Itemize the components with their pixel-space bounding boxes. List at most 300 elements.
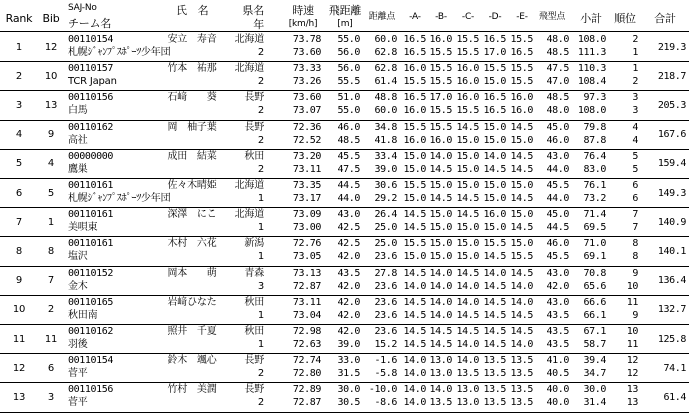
judge-a-cell: 14.5 xyxy=(403,222,426,234)
distance-points-cell: 61.4 xyxy=(374,76,397,88)
bib-cell: 6 xyxy=(47,362,55,374)
school-year-cell: 1 xyxy=(257,251,264,263)
school-year-cell: 1 xyxy=(257,222,264,234)
judge-b-cell: 14.0 xyxy=(429,296,452,308)
row-divider xyxy=(0,149,689,150)
prefecture-cell: 秋田 xyxy=(244,150,264,162)
judge-c-cell: 16.0 xyxy=(456,76,479,88)
header-speed: 時速 xyxy=(292,4,314,17)
jump-order-cell: 7 xyxy=(632,209,638,221)
team-name-cell: 金木 xyxy=(68,280,88,292)
athlete-name-cell: 竹村 美潤 xyxy=(167,384,217,396)
distance-points-cell: -1.6 xyxy=(374,355,397,367)
subtotal-cell: 108.0 xyxy=(577,34,606,45)
judge-b-cell: 15.0 xyxy=(429,222,452,234)
judge-d-cell: 15.0 xyxy=(483,222,506,234)
subtotal-cell: 70.8 xyxy=(583,267,606,279)
subtotal-cell: 87.8 xyxy=(583,134,606,146)
school-year-cell: 2 xyxy=(257,368,264,380)
athlete-name-cell: 竹本 祐那 xyxy=(167,63,217,75)
jump-order-cell: 5 xyxy=(632,150,638,162)
bib-cell: 11 xyxy=(44,333,58,345)
judge-c-cell: 13.0 xyxy=(456,397,479,409)
jump-order-cell: 11 xyxy=(626,296,638,308)
prefecture-cell: 北海道 xyxy=(234,63,264,75)
prefecture-cell: 新潟 xyxy=(244,238,264,250)
distance-points-cell: 29.2 xyxy=(374,193,397,204)
speed-cell: 73.35 xyxy=(292,180,321,191)
judge-a-cell: 14.0 xyxy=(403,280,426,292)
jump-order-cell: 4 xyxy=(632,134,638,146)
distance-points-cell: 25.0 xyxy=(374,222,397,234)
distance-points-cell: 23.6 xyxy=(374,309,397,321)
judge-b-cell: 15.0 xyxy=(429,180,452,191)
speed-cell: 72.87 xyxy=(292,397,321,409)
judge-b-cell: 15.0 xyxy=(429,238,452,250)
judge-e-cell: 14.5 xyxy=(510,163,533,175)
judge-b-cell: 14.0 xyxy=(429,267,452,279)
judge-c-cell: 14.5 xyxy=(456,193,479,204)
speed-cell: 72.98 xyxy=(292,326,321,337)
jump-order-cell: 8 xyxy=(632,238,638,250)
style-points-cell: 46.0 xyxy=(546,238,569,250)
judge-b-cell: 14.0 xyxy=(429,384,452,396)
total-score-cell: 132.7 xyxy=(657,304,686,316)
bib-cell: 10 xyxy=(44,70,58,82)
jump-order-cell: 8 xyxy=(632,251,638,263)
speed-cell: 73.00 xyxy=(292,222,321,234)
subtotal-cell: 108.4 xyxy=(577,76,606,88)
judge-b-cell: 14.5 xyxy=(429,326,452,337)
total-score-cell: 218.7 xyxy=(657,70,686,82)
row-divider xyxy=(0,207,689,208)
style-points-cell: 45.5 xyxy=(546,180,569,191)
team-name-cell: 白馬 xyxy=(68,105,88,117)
row-divider xyxy=(0,266,689,267)
header-order: 順位 xyxy=(614,12,636,25)
speed-cell: 73.11 xyxy=(292,296,321,308)
total-score-cell: 125.8 xyxy=(657,333,686,345)
distance-cell: 43.5 xyxy=(337,267,360,279)
speed-cell: 73.60 xyxy=(292,47,321,58)
jump-order-cell: 9 xyxy=(632,309,638,321)
jump-order-cell: 2 xyxy=(632,76,638,88)
judge-c-cell: 13.5 xyxy=(456,368,479,380)
row-divider xyxy=(0,236,689,237)
header-divider xyxy=(0,31,689,32)
header-subtotal: 小計 xyxy=(580,12,602,25)
distance-points-cell: 23.6 xyxy=(374,326,397,337)
judge-c-cell: 15.0 xyxy=(456,238,479,250)
judge-b-cell: 14.5 xyxy=(429,193,452,204)
style-points-cell: 48.0 xyxy=(546,105,569,117)
athlete-name-cell: 石﨑 葵 xyxy=(167,92,217,104)
school-year-cell: 2 xyxy=(257,105,264,117)
jump-order-cell: 11 xyxy=(626,339,638,350)
style-points-cell: 45.0 xyxy=(546,209,569,221)
judge-e-cell: 15.5 xyxy=(510,251,533,263)
distance-cell: 47.5 xyxy=(337,163,360,175)
total-score-cell: 140.1 xyxy=(657,246,686,257)
distance-points-cell: 60.0 xyxy=(374,34,397,45)
distance-points-cell: 62.8 xyxy=(374,47,397,58)
athlete-name-cell: 安立 寿音 xyxy=(167,34,217,45)
subtotal-cell: 66.6 xyxy=(583,296,606,308)
total-score-cell: 74.1 xyxy=(663,362,686,374)
judge-e-cell: 13.5 xyxy=(510,384,533,396)
judge-a-cell: 15.5 xyxy=(403,76,426,88)
subtotal-cell: 83.0 xyxy=(583,163,606,175)
rank-cell: 12 xyxy=(12,362,26,374)
header-year: 年 xyxy=(253,18,264,31)
distance-cell: 39.0 xyxy=(337,339,360,350)
prefecture-cell: 長野 xyxy=(244,92,264,104)
prefecture-cell: 長野 xyxy=(244,121,264,133)
judge-a-cell: 14.5 xyxy=(403,309,426,321)
judge-c-cell: 15.0 xyxy=(456,180,479,191)
judge-e-cell: 14.5 xyxy=(510,222,533,234)
judge-a-cell: 16.0 xyxy=(403,134,426,146)
bib-cell: 8 xyxy=(47,246,55,257)
subtotal-cell: 67.1 xyxy=(583,326,606,337)
distance-points-cell: 33.4 xyxy=(374,150,397,162)
rank-cell: 10 xyxy=(12,304,26,316)
judge-a-cell: 15.0 xyxy=(403,163,426,175)
style-points-cell: 40.0 xyxy=(546,397,569,409)
judge-e-cell: 14.5 xyxy=(510,326,533,337)
prefecture-cell: 北海道 xyxy=(234,180,264,191)
team-name-cell: 札幌ｼﾞｬﾝﾌﾟｽﾎﾟｰﾂ少年団 xyxy=(68,193,171,204)
style-points-cell: 43.0 xyxy=(546,150,569,162)
school-year-cell: 2 xyxy=(257,397,264,409)
header-pref: 県名 xyxy=(242,4,264,17)
judge-c-cell: 14.0 xyxy=(456,280,479,292)
prefecture-cell: 北海道 xyxy=(234,34,264,45)
judge-d-cell: 15.0 xyxy=(483,134,506,146)
style-points-cell: 46.0 xyxy=(546,134,569,146)
judge-c-cell: 15.0 xyxy=(456,150,479,162)
bib-cell: 3 xyxy=(47,392,55,403)
distance-cell: 42.0 xyxy=(337,251,360,263)
judge-d-cell: 15.5 xyxy=(483,238,506,250)
judge-a-cell: 14.0 xyxy=(403,355,426,367)
rank-cell: 3 xyxy=(15,100,23,111)
subtotal-cell: 65.6 xyxy=(583,280,606,292)
bib-cell: 4 xyxy=(47,158,55,170)
bib-cell: 12 xyxy=(44,41,58,53)
judge-c-cell: 15.5 xyxy=(456,34,479,45)
judge-d-cell: 15.0 xyxy=(483,76,506,88)
header-total: 合計 xyxy=(654,12,676,25)
jump-order-cell: 10 xyxy=(626,280,638,292)
judge-b-cell: 15.0 xyxy=(429,209,452,221)
header-distance-points: 距離点 xyxy=(368,12,396,22)
distance-cell: 42.0 xyxy=(337,326,360,337)
saj-number-cell: 00110156 xyxy=(68,92,113,104)
distance-points-cell: 23.6 xyxy=(374,280,397,292)
athlete-name-cell: 岩﨑ひなた xyxy=(167,296,217,308)
jump-order-cell: 7 xyxy=(632,222,638,234)
judge-e-cell: 14.0 xyxy=(510,280,533,292)
subtotal-cell: 79.8 xyxy=(583,121,606,133)
school-year-cell: 2 xyxy=(257,76,264,88)
judge-c-cell: 15.0 xyxy=(456,134,479,146)
judge-e-cell: 14.5 xyxy=(510,309,533,321)
jump-order-cell: 1 xyxy=(632,47,638,58)
jump-order-cell: 6 xyxy=(632,193,638,204)
judge-e-cell: 15.0 xyxy=(510,209,533,221)
distance-cell: 44.5 xyxy=(337,180,360,191)
bib-cell: 1 xyxy=(47,216,55,228)
style-points-cell: 43.0 xyxy=(546,267,569,279)
judge-a-cell: 14.5 xyxy=(403,339,426,350)
athlete-name-cell: 岡 柚子葉 xyxy=(167,121,217,133)
saj-number-cell: 00110156 xyxy=(68,384,113,396)
judge-d-cell: 16.5 xyxy=(483,34,506,45)
distance-cell: 31.5 xyxy=(337,368,360,380)
style-points-cell: 40.5 xyxy=(546,368,569,380)
judge-e-cell: 15.0 xyxy=(510,238,533,250)
team-name-cell: 秋田南 xyxy=(68,309,98,321)
distance-cell: 42.0 xyxy=(337,280,360,292)
bib-cell: 13 xyxy=(44,100,58,111)
judge-b-cell: 15.5 xyxy=(429,63,452,75)
judge-c-cell: 14.5 xyxy=(456,309,479,321)
judge-a-cell: 14.5 xyxy=(403,209,426,221)
distance-cell: 42.5 xyxy=(337,238,360,250)
row-divider xyxy=(0,382,689,383)
school-year-cell: 2 xyxy=(257,47,264,58)
style-points-cell: 47.0 xyxy=(546,76,569,88)
speed-cell: 73.78 xyxy=(292,34,321,45)
judge-b-cell: 13.5 xyxy=(429,397,452,409)
distance-cell: 45.5 xyxy=(337,150,360,162)
judge-e-cell: 14.0 xyxy=(510,296,533,308)
bib-cell: 9 xyxy=(47,129,55,141)
saj-number-cell: 00000000 xyxy=(68,150,113,162)
rank-cell: 7 xyxy=(15,216,23,228)
judge-c-cell: 14.0 xyxy=(456,355,479,367)
speed-cell: 73.26 xyxy=(292,76,321,88)
speed-cell: 73.60 xyxy=(292,92,321,104)
judge-c-cell: 14.5 xyxy=(456,267,479,279)
subtotal-cell: 97.3 xyxy=(583,92,606,104)
jump-order-cell: 1 xyxy=(632,63,638,75)
judge-b-cell: 14.0 xyxy=(429,280,452,292)
judge-d-cell: 16.5 xyxy=(483,105,506,117)
judge-a-cell: 15.5 xyxy=(403,121,426,133)
saj-number-cell: 00110161 xyxy=(68,238,113,250)
judge-d-cell: 14.5 xyxy=(483,251,506,263)
judge-d-cell: 15.0 xyxy=(483,193,506,204)
distance-points-cell: 39.0 xyxy=(374,163,397,175)
athlete-name-cell: 鈴木 颯心 xyxy=(167,355,217,367)
style-points-cell: 48.5 xyxy=(546,92,569,104)
judge-b-cell: 13.0 xyxy=(429,368,452,380)
bib-cell: 5 xyxy=(47,187,55,199)
judge-a-cell: 14.0 xyxy=(403,397,426,409)
judge-c-cell: 16.0 xyxy=(456,63,479,75)
jump-order-cell: 3 xyxy=(632,92,638,104)
speed-cell: 72.52 xyxy=(292,134,321,146)
distance-points-cell: -5.8 xyxy=(374,368,397,380)
judge-a-cell: 15.5 xyxy=(403,180,426,191)
subtotal-cell: 66.1 xyxy=(583,309,606,321)
judge-d-cell: 14.5 xyxy=(483,163,506,175)
judge-c-cell: 14.0 xyxy=(456,296,479,308)
school-year-cell: 1 xyxy=(257,339,264,350)
header-judge-c: -C- xyxy=(461,12,475,22)
prefecture-cell: 長野 xyxy=(244,384,264,396)
header-judge-e: -E- xyxy=(516,12,528,22)
header-speed-unit: [km/h] xyxy=(288,19,318,29)
row-divider xyxy=(0,353,689,354)
speed-cell: 72.76 xyxy=(292,238,321,250)
school-year-cell: 1 xyxy=(257,193,264,204)
school-year-cell: 1 xyxy=(257,309,264,321)
judge-d-cell: 15.0 xyxy=(483,180,506,191)
judge-a-cell: 14.0 xyxy=(403,384,426,396)
subtotal-cell: 71.0 xyxy=(583,238,606,250)
judge-a-cell: 14.5 xyxy=(403,296,426,308)
header-distance: 飛距離 xyxy=(328,4,362,17)
style-points-cell: 44.5 xyxy=(546,222,569,234)
saj-number-cell: 00110157 xyxy=(68,63,113,75)
judge-b-cell: 15.5 xyxy=(429,105,452,117)
distance-cell: 48.5 xyxy=(337,134,360,146)
athlete-name-cell: 照井 千夏 xyxy=(167,326,217,337)
distance-points-cell: 27.8 xyxy=(374,267,397,279)
judge-d-cell: 13.5 xyxy=(483,355,506,367)
judge-e-cell: 15.0 xyxy=(510,180,533,191)
distance-points-cell: 62.8 xyxy=(374,63,397,75)
style-points-cell: 40.0 xyxy=(546,384,569,396)
speed-cell: 72.89 xyxy=(292,384,321,396)
distance-points-cell: 60.0 xyxy=(374,105,397,117)
style-points-cell: 47.5 xyxy=(546,63,569,75)
judge-a-cell: 16.5 xyxy=(403,34,426,45)
saj-number-cell: 00110152 xyxy=(68,267,113,279)
subtotal-cell: 76.4 xyxy=(583,150,606,162)
jump-order-cell: 10 xyxy=(626,326,638,337)
athlete-name-cell: 深澤 にこ xyxy=(167,209,217,221)
rank-cell: 8 xyxy=(15,246,23,257)
judge-d-cell: 13.5 xyxy=(483,397,506,409)
subtotal-cell: 76.1 xyxy=(583,180,606,191)
judge-b-cell: 14.0 xyxy=(429,309,452,321)
saj-number-cell: 00110162 xyxy=(68,121,113,133)
total-score-cell: 219.3 xyxy=(657,41,686,53)
row-divider xyxy=(0,412,689,413)
distance-points-cell: 26.4 xyxy=(374,209,397,221)
judge-b-cell: 14.5 xyxy=(429,163,452,175)
header-judge-b: -B- xyxy=(435,12,447,22)
distance-cell: 55.0 xyxy=(337,34,360,45)
judge-c-cell: 15.5 xyxy=(456,105,479,117)
team-name-cell: 鷹巣 xyxy=(68,163,88,175)
team-name-cell: 羽後 xyxy=(68,339,88,350)
school-year-cell: 3 xyxy=(257,280,264,292)
header-bib: Bib xyxy=(42,12,60,25)
judge-c-cell: 15.0 xyxy=(456,222,479,234)
row-divider xyxy=(0,324,689,325)
subtotal-cell: 108.0 xyxy=(577,105,606,117)
subtotal-cell: 39.4 xyxy=(583,355,606,367)
judge-c-cell: 13.0 xyxy=(456,384,479,396)
team-name-cell: 美唄東 xyxy=(68,222,98,234)
distance-points-cell: -10.0 xyxy=(368,384,397,396)
distance-cell: 55.0 xyxy=(337,105,360,117)
judge-e-cell: 14.5 xyxy=(510,267,533,279)
subtotal-cell: 73.2 xyxy=(583,193,606,204)
speed-cell: 72.63 xyxy=(292,339,321,350)
athlete-name-cell: 成田 結菜 xyxy=(167,150,217,162)
judge-e-cell: 15.0 xyxy=(510,134,533,146)
saj-number-cell: 00110162 xyxy=(68,326,113,337)
style-points-cell: 43.0 xyxy=(546,296,569,308)
judge-d-cell: 14.5 xyxy=(483,326,506,337)
judge-d-cell: 14.5 xyxy=(483,339,506,350)
rank-cell: 9 xyxy=(15,275,23,287)
judge-e-cell: 14.5 xyxy=(510,193,533,204)
judge-c-cell: 14.5 xyxy=(456,209,479,221)
jump-order-cell: 4 xyxy=(632,121,638,133)
style-points-cell: 42.0 xyxy=(546,280,569,292)
judge-c-cell: 14.0 xyxy=(456,339,479,350)
rank-cell: 4 xyxy=(15,129,23,141)
judge-a-cell: 14.0 xyxy=(403,368,426,380)
judge-a-cell: 16.0 xyxy=(403,105,426,117)
athlete-name-cell: 木村 六花 xyxy=(167,238,217,250)
style-points-cell: 43.5 xyxy=(546,326,569,337)
speed-cell: 73.04 xyxy=(292,309,321,321)
total-score-cell: 159.4 xyxy=(657,158,686,170)
rank-cell: 2 xyxy=(15,70,23,82)
team-name-cell: 菅平 xyxy=(68,397,88,409)
speed-cell: 73.05 xyxy=(292,251,321,263)
judge-b-cell: 14.5 xyxy=(429,339,452,350)
speed-cell: 73.17 xyxy=(292,193,321,204)
distance-points-cell: 41.8 xyxy=(374,134,397,146)
team-name-cell: 菅平 xyxy=(68,368,88,380)
header-judge-a: -A- xyxy=(409,12,421,22)
speed-cell: 72.80 xyxy=(292,368,321,380)
speed-cell: 73.11 xyxy=(292,163,321,175)
team-name-cell: TCR Japan xyxy=(68,76,117,88)
judge-d-cell: 16.5 xyxy=(483,92,506,104)
judge-d-cell: 14.0 xyxy=(483,267,506,279)
header-style-points: 飛型点 xyxy=(538,12,566,22)
judge-c-cell: 15.5 xyxy=(456,47,479,58)
distance-cell: 30.5 xyxy=(337,397,360,409)
judge-e-cell: 13.5 xyxy=(510,355,533,367)
distance-points-cell: 34.8 xyxy=(374,121,397,133)
saj-number-cell: 00110161 xyxy=(68,209,113,221)
distance-cell: 43.0 xyxy=(337,209,360,221)
judge-e-cell: 15.5 xyxy=(510,76,533,88)
style-points-cell: 41.0 xyxy=(546,355,569,367)
judge-b-cell: 16.0 xyxy=(429,134,452,146)
subtotal-cell: 110.3 xyxy=(577,63,606,75)
judge-e-cell: 13.5 xyxy=(510,397,533,409)
prefecture-cell: 青森 xyxy=(244,267,264,279)
judge-a-cell: 16.5 xyxy=(403,92,426,104)
judge-e-cell: 15.5 xyxy=(510,63,533,75)
saj-number-cell: 00110165 xyxy=(68,296,113,308)
speed-cell: 72.74 xyxy=(292,355,321,367)
style-points-cell: 48.5 xyxy=(546,47,569,58)
distance-points-cell: 23.6 xyxy=(374,296,397,308)
